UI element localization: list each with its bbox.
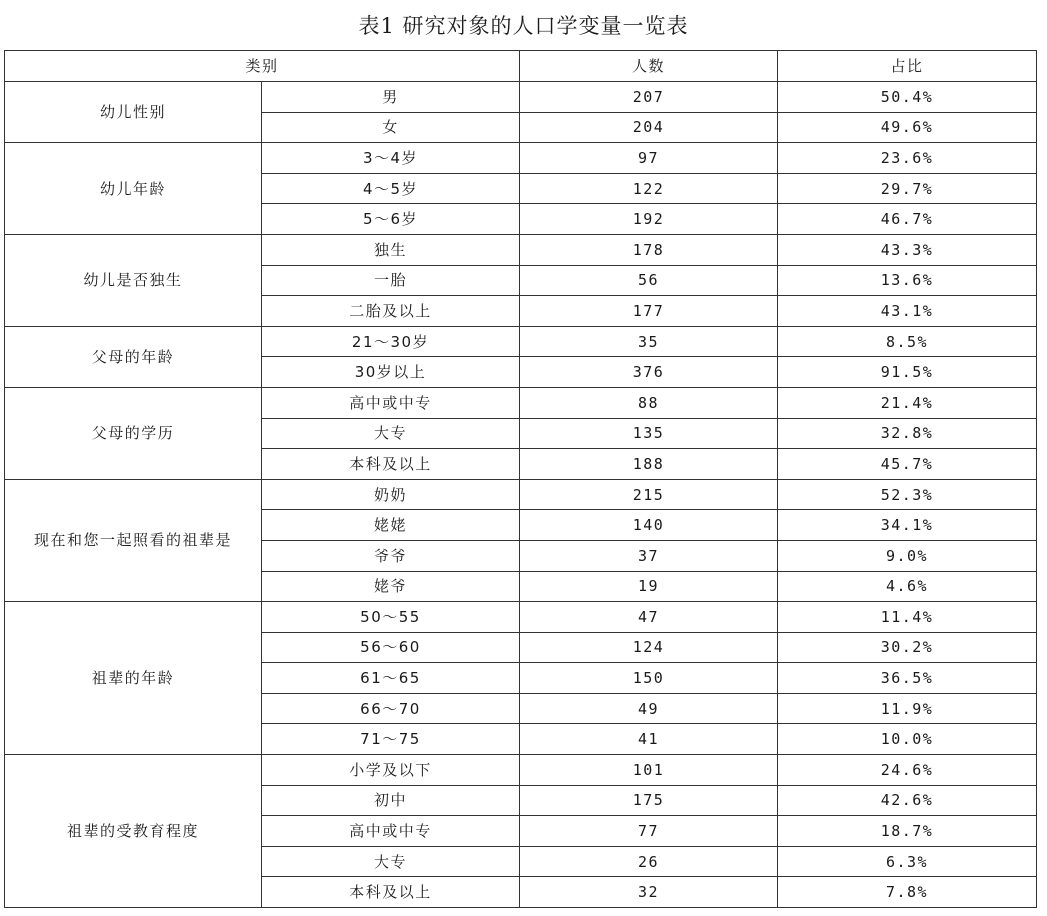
- ratio-cell: 46.7%: [778, 204, 1037, 235]
- subcategory-cell: 71～75: [262, 724, 520, 755]
- group-label: 幼儿年龄: [5, 143, 262, 235]
- count-cell: 101: [520, 755, 778, 786]
- count-cell: 47: [520, 602, 778, 633]
- ratio-cell: 10.0%: [778, 724, 1037, 755]
- subcategory-cell: 初中: [262, 785, 520, 816]
- group-label: 幼儿性别: [5, 82, 262, 143]
- header-category: 类别: [5, 51, 520, 82]
- header-ratio: 占比: [778, 51, 1037, 82]
- subcategory-cell: 50～55: [262, 602, 520, 633]
- ratio-cell: 11.4%: [778, 602, 1037, 633]
- group-label: 祖辈的年龄: [5, 602, 262, 755]
- group-label: 幼儿是否独生: [5, 234, 262, 326]
- ratio-cell: 32.8%: [778, 418, 1037, 449]
- group-label: 祖辈的受教育程度: [5, 755, 262, 908]
- subcategory-cell: 高中或中专: [262, 387, 520, 418]
- group-label: 父母的学历: [5, 387, 262, 479]
- ratio-cell: 6.3%: [778, 846, 1037, 877]
- count-cell: 26: [520, 846, 778, 877]
- table-row: [5, 326, 1037, 357]
- count-cell: 215: [520, 479, 778, 510]
- table-body: [5, 82, 1037, 908]
- table-row: [5, 479, 1037, 510]
- count-cell: 41: [520, 724, 778, 755]
- count-cell: 135: [520, 418, 778, 449]
- count-cell: 188: [520, 449, 778, 480]
- table-row: [5, 234, 1037, 265]
- count-cell: 56: [520, 265, 778, 296]
- count-cell: 175: [520, 785, 778, 816]
- count-cell: 97: [520, 143, 778, 174]
- demographics-table: [4, 50, 1037, 908]
- subcategory-cell: 高中或中专: [262, 816, 520, 847]
- ratio-cell: 24.6%: [778, 755, 1037, 786]
- count-cell: 150: [520, 663, 778, 694]
- count-cell: 177: [520, 296, 778, 327]
- count-cell: 35: [520, 326, 778, 357]
- count-cell: 124: [520, 632, 778, 663]
- ratio-cell: 49.6%: [778, 112, 1037, 143]
- ratio-cell: 30.2%: [778, 632, 1037, 663]
- ratio-cell: 8.5%: [778, 326, 1037, 357]
- ratio-cell: 52.3%: [778, 479, 1037, 510]
- header-row: [5, 51, 1037, 82]
- subcategory-cell: 大专: [262, 846, 520, 877]
- subcategory-cell: 30岁以上: [262, 357, 520, 388]
- subcategory-cell: 男: [262, 82, 520, 113]
- count-cell: 204: [520, 112, 778, 143]
- count-cell: 207: [520, 82, 778, 113]
- ratio-cell: 13.6%: [778, 265, 1037, 296]
- subcategory-cell: 3～4岁: [262, 143, 520, 174]
- ratio-cell: 34.1%: [778, 510, 1037, 541]
- ratio-cell: 9.0%: [778, 540, 1037, 571]
- count-cell: 178: [520, 234, 778, 265]
- table-row: [5, 755, 1037, 786]
- ratio-cell: 36.5%: [778, 663, 1037, 694]
- ratio-cell: 42.6%: [778, 785, 1037, 816]
- subcategory-cell: 5～6岁: [262, 204, 520, 235]
- ratio-cell: 91.5%: [778, 357, 1037, 388]
- subcategory-cell: 56～60: [262, 632, 520, 663]
- ratio-cell: 23.6%: [778, 143, 1037, 174]
- group-label: 父母的年龄: [5, 326, 262, 387]
- ratio-cell: 45.7%: [778, 449, 1037, 480]
- ratio-cell: 50.4%: [778, 82, 1037, 113]
- subcategory-cell: 奶奶: [262, 479, 520, 510]
- subcategory-cell: 一胎: [262, 265, 520, 296]
- count-cell: 19: [520, 571, 778, 602]
- subcategory-cell: 本科及以上: [262, 449, 520, 480]
- subcategory-cell: 本科及以上: [262, 877, 520, 908]
- table-row: [5, 387, 1037, 418]
- group-label: 现在和您一起照看的祖辈是: [5, 479, 262, 601]
- subcategory-cell: 小学及以下: [262, 755, 520, 786]
- subcategory-cell: 姥姥: [262, 510, 520, 541]
- subcategory-cell: 二胎及以上: [262, 296, 520, 327]
- table-row: [5, 143, 1037, 174]
- subcategory-cell: 66～70: [262, 693, 520, 724]
- ratio-cell: 7.8%: [778, 877, 1037, 908]
- ratio-cell: 18.7%: [778, 816, 1037, 847]
- count-cell: 140: [520, 510, 778, 541]
- subcategory-cell: 21～30岁: [262, 326, 520, 357]
- ratio-cell: 29.7%: [778, 173, 1037, 204]
- count-cell: 376: [520, 357, 778, 388]
- count-cell: 32: [520, 877, 778, 908]
- subcategory-cell: 独生: [262, 234, 520, 265]
- subcategory-cell: 爷爷: [262, 540, 520, 571]
- subcategory-cell: 姥爷: [262, 571, 520, 602]
- ratio-cell: 21.4%: [778, 387, 1037, 418]
- header-count: 人数: [520, 51, 778, 82]
- count-cell: 37: [520, 540, 778, 571]
- ratio-cell: 11.9%: [778, 693, 1037, 724]
- count-cell: 49: [520, 693, 778, 724]
- subcategory-cell: 61～65: [262, 663, 520, 694]
- count-cell: 122: [520, 173, 778, 204]
- ratio-cell: 43.1%: [778, 296, 1037, 327]
- subcategory-cell: 大专: [262, 418, 520, 449]
- ratio-cell: 4.6%: [778, 571, 1037, 602]
- count-cell: 192: [520, 204, 778, 235]
- table-caption: 表1 研究对象的人口学变量一览表: [358, 14, 689, 38]
- subcategory-cell: 女: [262, 112, 520, 143]
- table-row: [5, 602, 1037, 633]
- count-cell: 88: [520, 387, 778, 418]
- count-cell: 77: [520, 816, 778, 847]
- table-row: [5, 82, 1037, 113]
- subcategory-cell: 4～5岁: [262, 173, 520, 204]
- ratio-cell: 43.3%: [778, 234, 1037, 265]
